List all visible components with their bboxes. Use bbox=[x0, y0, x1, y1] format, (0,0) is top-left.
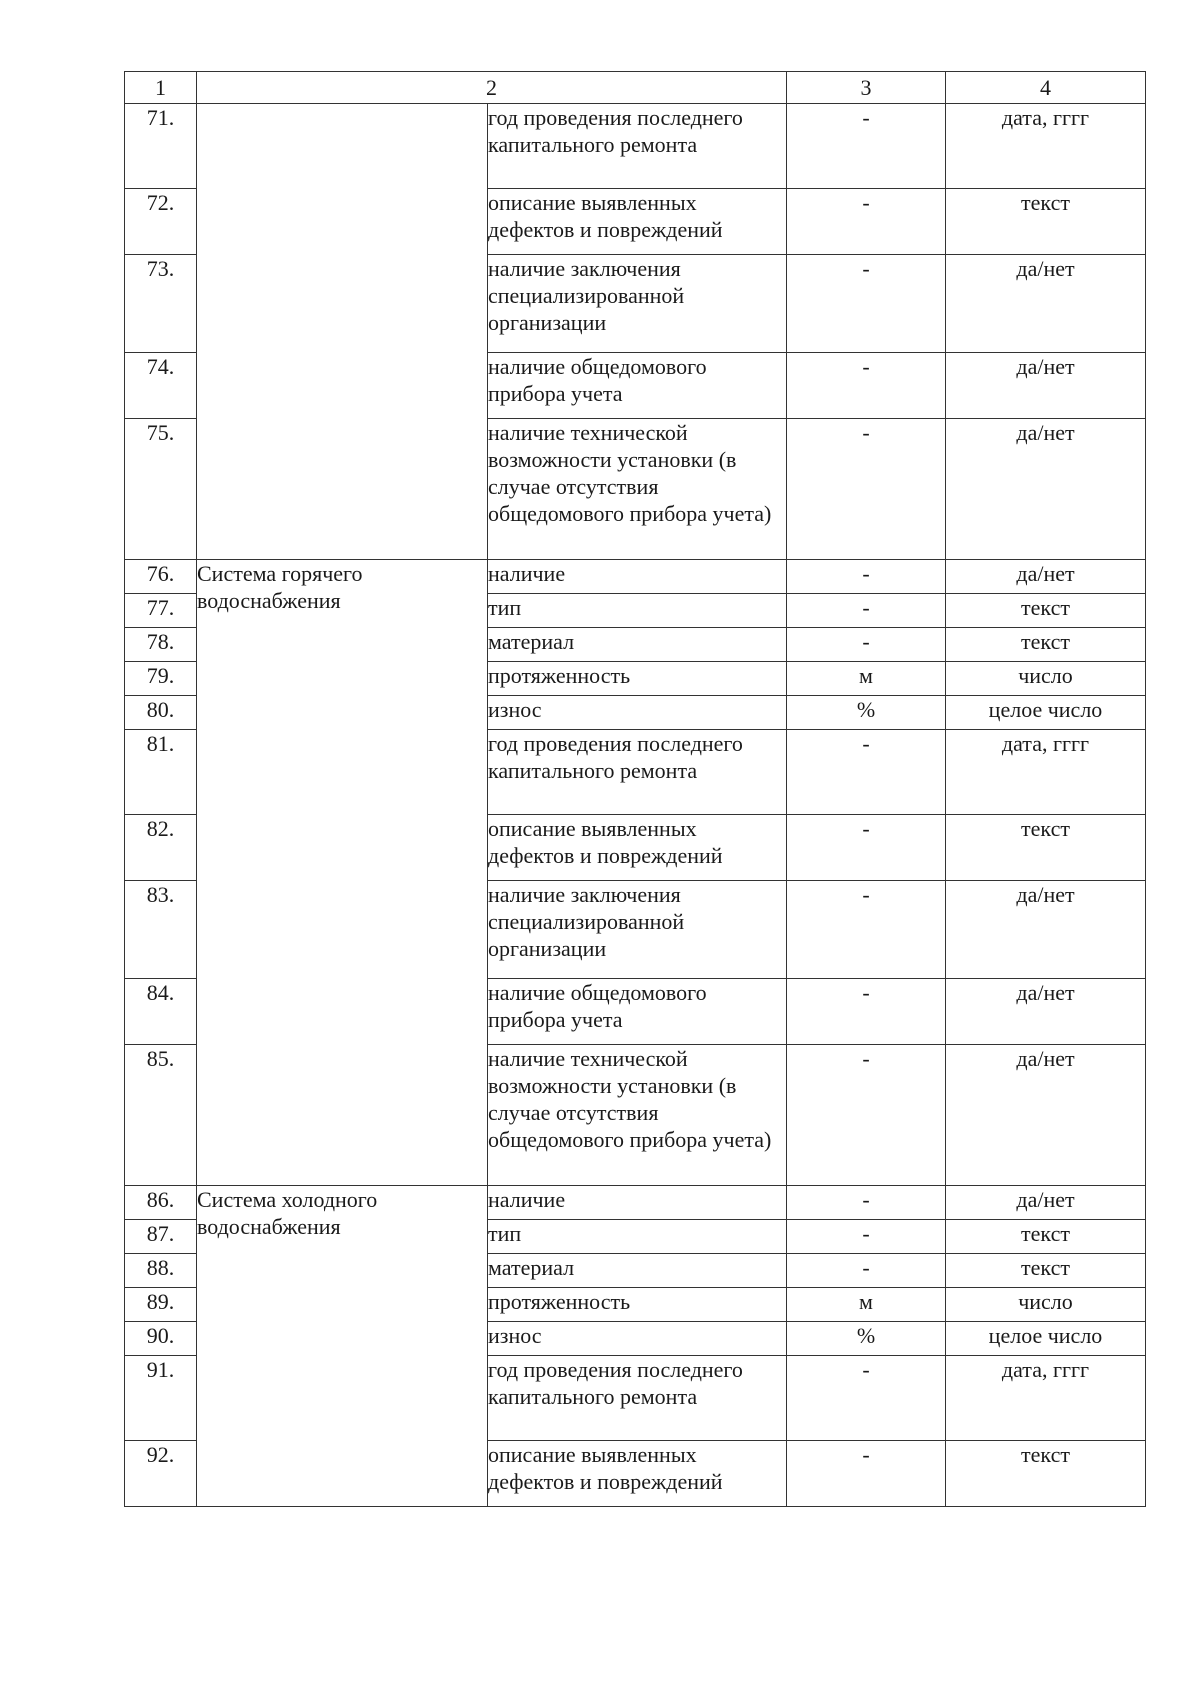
header-cell-1: 1 bbox=[125, 72, 197, 104]
row-number: 80. bbox=[125, 696, 197, 730]
row-number: 86. bbox=[125, 1186, 197, 1220]
attribute-name: год проведения последнего капитального ремонта bbox=[488, 730, 787, 815]
format-cell: да/нет bbox=[946, 419, 1146, 560]
unit-cell: % bbox=[787, 1322, 946, 1356]
format-cell: текст bbox=[946, 189, 1146, 255]
unit-cell: % bbox=[787, 696, 946, 730]
format-cell: число bbox=[946, 662, 1146, 696]
format-cell: текст bbox=[946, 1441, 1146, 1507]
unit-cell: - bbox=[787, 628, 946, 662]
format-cell: да/нет bbox=[946, 1186, 1146, 1220]
row-number: 85. bbox=[125, 1045, 197, 1186]
attribute-name: год проведения последнего капитального ремонта bbox=[488, 104, 787, 189]
format-cell: текст bbox=[946, 594, 1146, 628]
row-number: 88. bbox=[125, 1254, 197, 1288]
attribute-name: год проведения последнего капитального ремонта bbox=[488, 1356, 787, 1441]
table-row bbox=[125, 1186, 1146, 1220]
attribute-name: описание выявленных дефектов и повреждений bbox=[488, 815, 787, 881]
format-cell: текст bbox=[946, 628, 1146, 662]
unit-cell: - bbox=[787, 1356, 946, 1441]
row-number: 79. bbox=[125, 662, 197, 696]
format-cell: текст bbox=[946, 1220, 1146, 1254]
row-number: 76. bbox=[125, 560, 197, 594]
attribute-name: наличие bbox=[488, 1186, 787, 1220]
unit-cell: - bbox=[787, 255, 946, 353]
unit-cell: - bbox=[787, 560, 946, 594]
row-number: 87. bbox=[125, 1220, 197, 1254]
unit-cell: - bbox=[787, 730, 946, 815]
attribute-name: наличие заключения специализированной организации bbox=[488, 881, 787, 979]
row-number: 72. bbox=[125, 189, 197, 255]
row-number: 78. bbox=[125, 628, 197, 662]
table-row bbox=[125, 104, 1146, 189]
row-number: 81. bbox=[125, 730, 197, 815]
unit-cell: - bbox=[787, 1220, 946, 1254]
attribute-name: тип bbox=[488, 594, 787, 628]
format-cell: текст bbox=[946, 1254, 1146, 1288]
attribute-name: износ bbox=[488, 1322, 787, 1356]
attribute-name: описание выявленных дефектов и повреждений bbox=[488, 1441, 787, 1507]
unit-cell: - bbox=[787, 1254, 946, 1288]
format-cell: целое число bbox=[946, 696, 1146, 730]
format-cell: да/нет bbox=[946, 560, 1146, 594]
group-name: Система холодного водоснабжения bbox=[197, 1186, 488, 1507]
unit-cell: - bbox=[787, 104, 946, 189]
attributes-table bbox=[124, 71, 1146, 1507]
row-number: 75. bbox=[125, 419, 197, 560]
unit-cell: - bbox=[787, 419, 946, 560]
group-name bbox=[197, 104, 488, 560]
attribute-name: тип bbox=[488, 1220, 787, 1254]
row-number: 73. bbox=[125, 255, 197, 353]
format-cell: целое число bbox=[946, 1322, 1146, 1356]
attribute-name: протяженность bbox=[488, 1288, 787, 1322]
table-body bbox=[125, 72, 1146, 1507]
format-cell: да/нет bbox=[946, 1045, 1146, 1186]
format-cell: да/нет bbox=[946, 353, 1146, 419]
row-number: 74. bbox=[125, 353, 197, 419]
group-name: Система горячего водоснабжения bbox=[197, 560, 488, 1186]
attribute-name: наличие заключения специализированной организации bbox=[488, 255, 787, 353]
attribute-name: протяженность bbox=[488, 662, 787, 696]
row-number: 91. bbox=[125, 1356, 197, 1441]
unit-cell: - bbox=[787, 1441, 946, 1507]
format-cell: дата, гггг bbox=[946, 104, 1146, 189]
row-number: 82. bbox=[125, 815, 197, 881]
format-cell: да/нет bbox=[946, 881, 1146, 979]
unit-cell: - bbox=[787, 1045, 946, 1186]
header-row bbox=[125, 72, 1146, 104]
unit-cell: - bbox=[787, 815, 946, 881]
header-cell-4: 4 bbox=[946, 72, 1146, 104]
header-cell-3: 3 bbox=[787, 72, 946, 104]
header-cell-2: 2 bbox=[197, 72, 787, 104]
format-cell: число bbox=[946, 1288, 1146, 1322]
attribute-name: наличие bbox=[488, 560, 787, 594]
unit-cell: - bbox=[787, 979, 946, 1045]
attribute-name: описание выявленных дефектов и повреждений bbox=[488, 189, 787, 255]
attribute-name: наличие общедомового прибора учета bbox=[488, 353, 787, 419]
unit-cell: - bbox=[787, 189, 946, 255]
unit-cell: - bbox=[787, 594, 946, 628]
format-cell: дата, гггг bbox=[946, 730, 1146, 815]
format-cell: да/нет bbox=[946, 255, 1146, 353]
row-number: 83. bbox=[125, 881, 197, 979]
row-number: 77. bbox=[125, 594, 197, 628]
attribute-name: наличие технической возможности установки (в случае отсутствия общедомового прибора учета) bbox=[488, 1045, 787, 1186]
row-number: 89. bbox=[125, 1288, 197, 1322]
attribute-name: износ bbox=[488, 696, 787, 730]
table-row bbox=[125, 560, 1146, 594]
attribute-name: материал bbox=[488, 1254, 787, 1288]
attribute-name: наличие технической возможности установки (в случае отсутствия общедомового прибора учета) bbox=[488, 419, 787, 560]
row-number: 90. bbox=[125, 1322, 197, 1356]
attribute-name: материал bbox=[488, 628, 787, 662]
format-cell: текст bbox=[946, 815, 1146, 881]
unit-cell: - bbox=[787, 1186, 946, 1220]
row-number: 71. bbox=[125, 104, 197, 189]
row-number: 84. bbox=[125, 979, 197, 1045]
unit-cell: м bbox=[787, 662, 946, 696]
unit-cell: - bbox=[787, 881, 946, 979]
format-cell: дата, гггг bbox=[946, 1356, 1146, 1441]
attribute-name: наличие общедомового прибора учета bbox=[488, 979, 787, 1045]
row-number: 92. bbox=[125, 1441, 197, 1507]
unit-cell: м bbox=[787, 1288, 946, 1322]
format-cell: да/нет bbox=[946, 979, 1146, 1045]
unit-cell: - bbox=[787, 353, 946, 419]
